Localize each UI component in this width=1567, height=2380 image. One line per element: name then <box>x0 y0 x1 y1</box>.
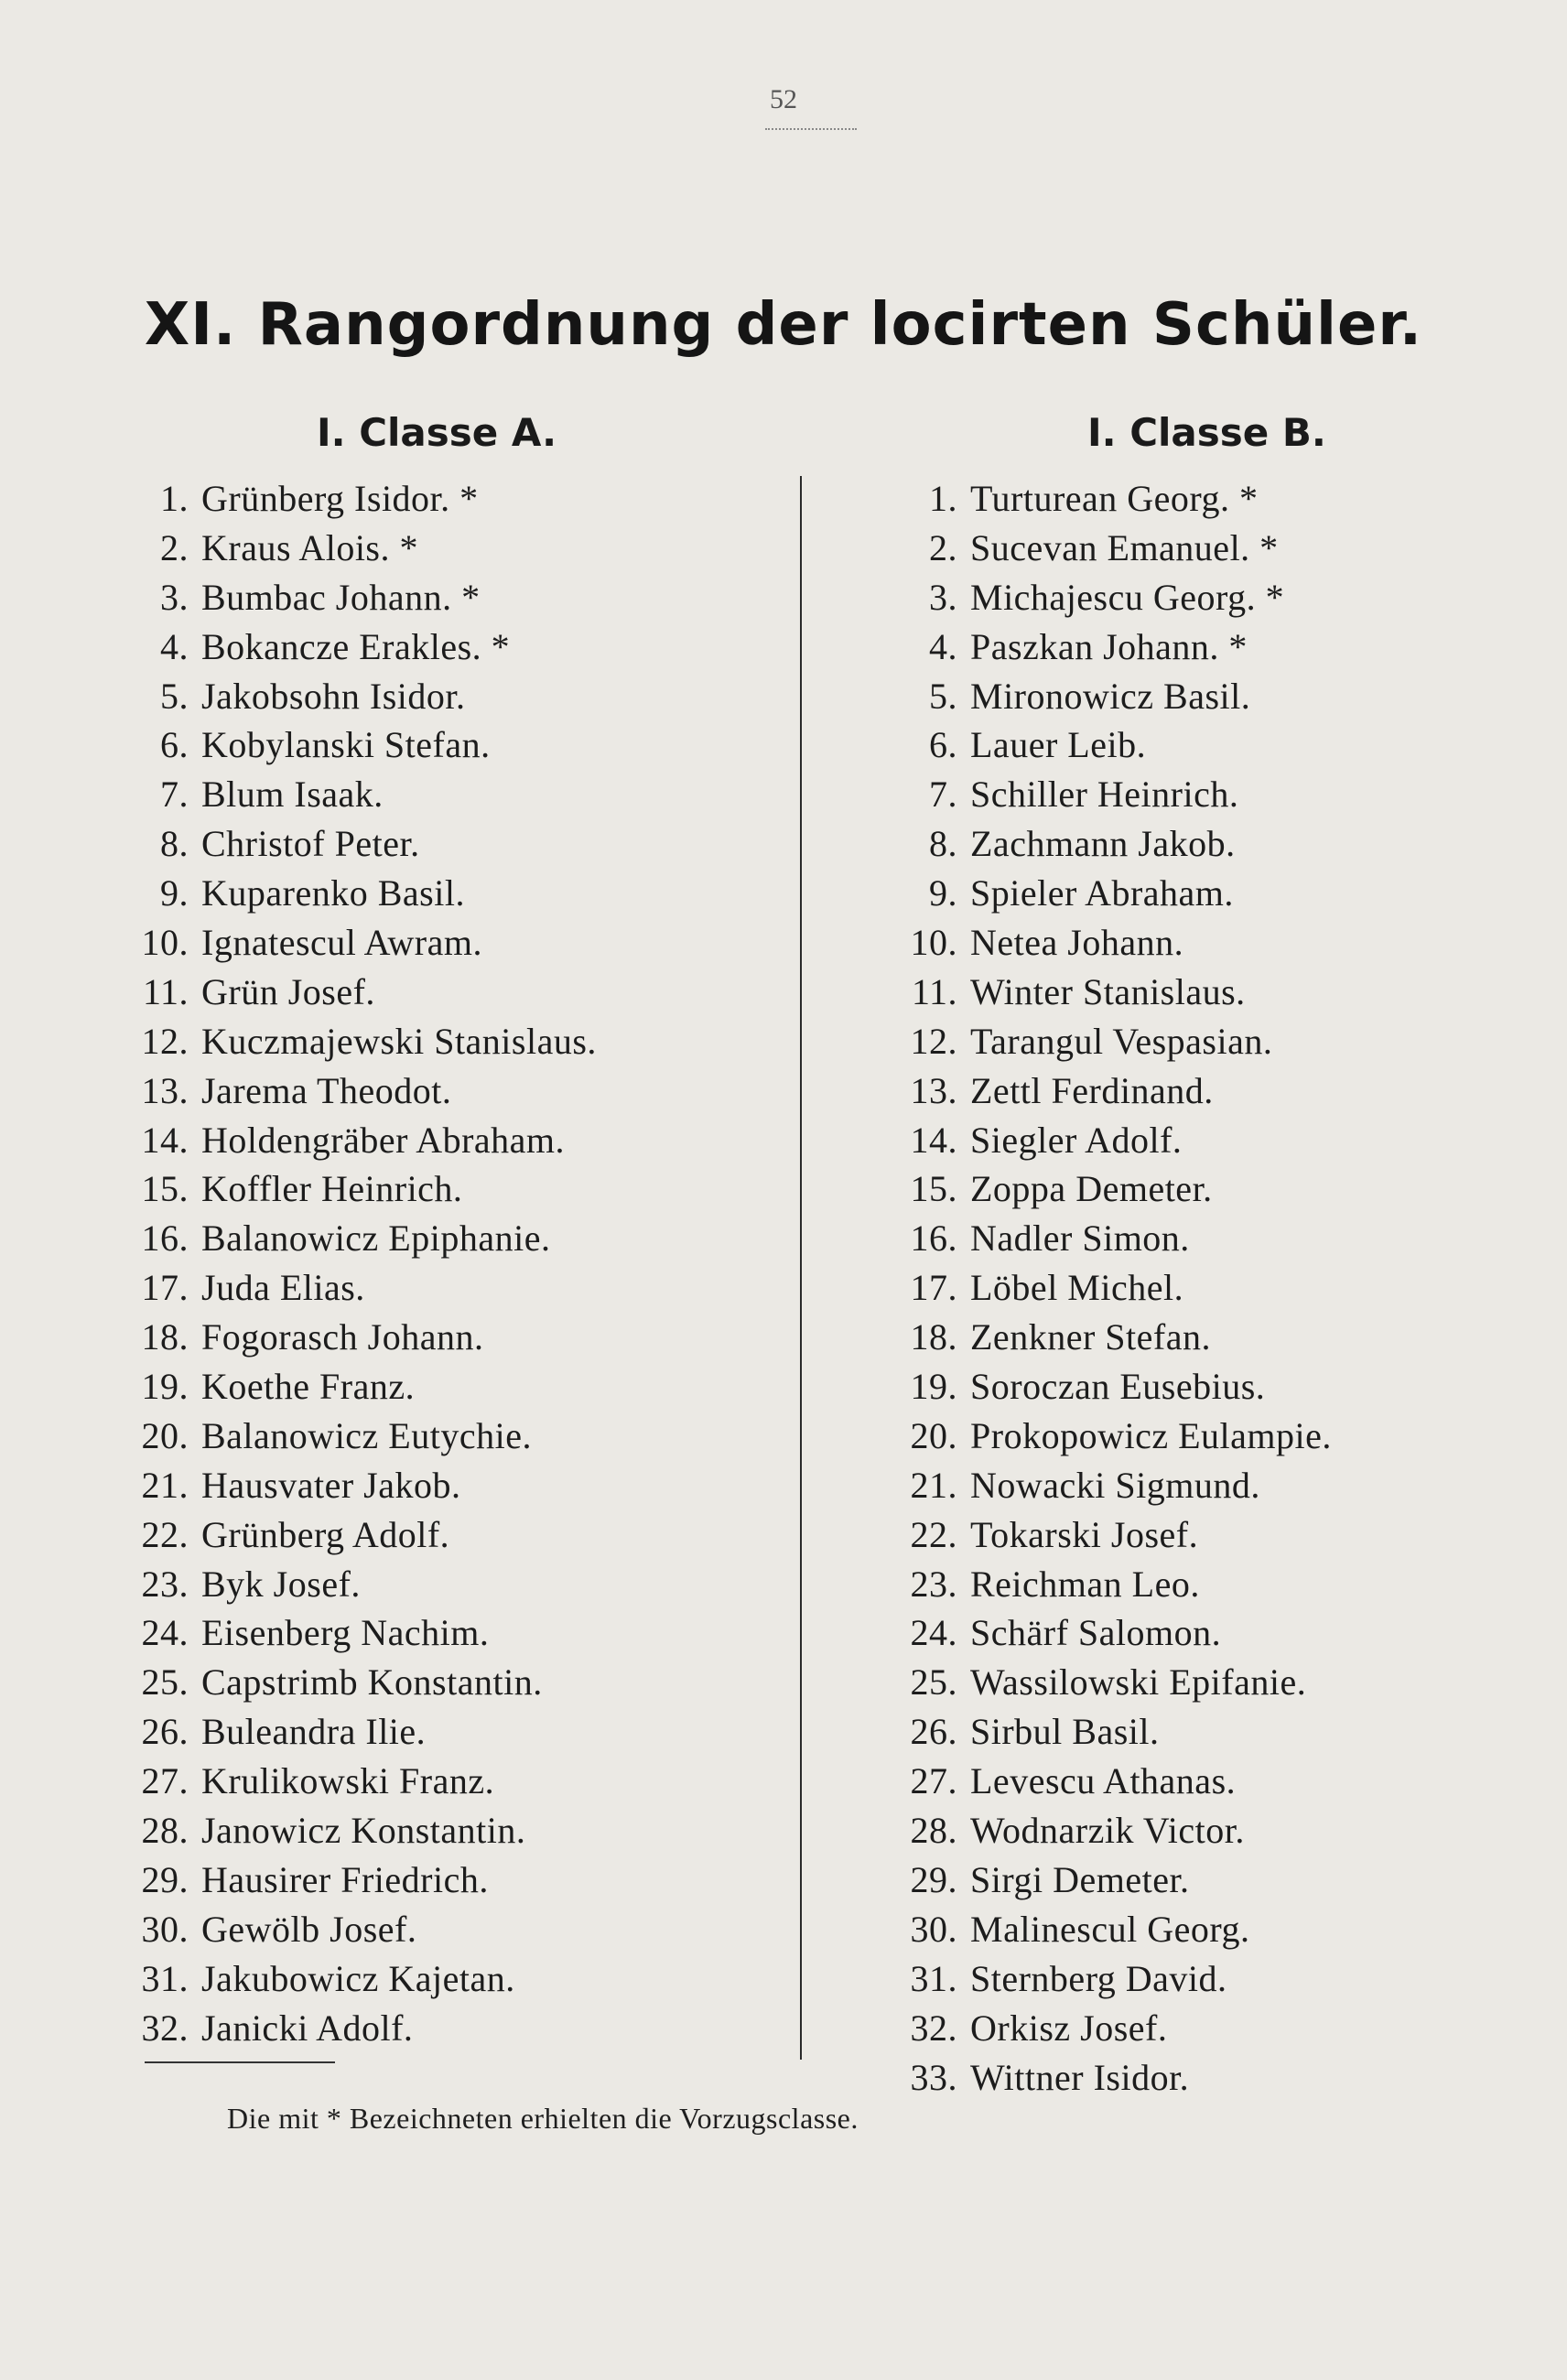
list-item <box>92 1560 751 1609</box>
list-item <box>92 1017 751 1066</box>
rank-number: 27. <box>910 1760 957 1802</box>
list-item <box>92 622 751 672</box>
footnote-rule <box>145 2061 335 2063</box>
page-title: XI. Rangordnung der locirten Schüler. <box>144 291 1423 359</box>
student-name: Löbel Michel. <box>970 1267 1184 1309</box>
student-name: Bokancze Erakles. * <box>201 625 511 667</box>
student-name: Zettl Ferdinand. <box>970 1069 1214 1111</box>
rank-number: 32. <box>141 2007 189 2049</box>
rank-number: 14. <box>141 1119 189 1161</box>
rank-number: 5. <box>160 675 189 717</box>
list-item <box>868 1362 1527 1412</box>
page-number: 52 <box>770 84 797 114</box>
list-item <box>92 1263 751 1313</box>
rank-number: 33. <box>910 2056 957 2098</box>
rank-number: 6. <box>160 724 189 766</box>
list-item <box>868 869 1527 918</box>
student-name: Nadler Simon. <box>970 1217 1190 1260</box>
student-name: Ignatescul Awram. <box>201 922 482 964</box>
list-item <box>92 573 751 622</box>
rank-number: 1. <box>160 478 189 519</box>
student-name: Nowacki Sigmund. <box>970 1464 1260 1506</box>
rank-number: 25. <box>141 1661 189 1704</box>
rank-number: 28. <box>910 1810 957 1852</box>
student-name: Grünberg Adolf. <box>201 1513 450 1555</box>
rank-number: 26. <box>910 1711 957 1753</box>
list-item <box>92 1954 751 2004</box>
student-name: Fogorasch Johann. <box>201 1316 484 1358</box>
class-b-heading: I. Classe B. <box>1087 410 1326 455</box>
list-item <box>868 1066 1527 1116</box>
list-item <box>868 2053 1527 2103</box>
student-name: Wassilowski Epifanie. <box>970 1661 1307 1704</box>
student-name: Sirbul Basil. <box>970 1711 1160 1753</box>
rank-number: 7. <box>929 774 957 816</box>
list-item <box>868 1608 1527 1658</box>
rank-number: 2. <box>160 526 189 568</box>
rank-number: 8. <box>929 823 957 865</box>
list-item <box>868 672 1527 721</box>
rank-number: 4. <box>929 625 957 667</box>
list-item <box>868 1164 1527 1214</box>
list-item <box>92 1116 751 1165</box>
list-item <box>868 720 1527 770</box>
student-name: Kraus Alois. * <box>201 526 418 568</box>
student-name: Grün Josef. <box>201 970 375 1012</box>
student-name: Kobylanski Stefan. <box>201 724 491 766</box>
rank-number: 13. <box>910 1069 957 1111</box>
rank-number: 21. <box>141 1464 189 1506</box>
list-item <box>92 968 751 1017</box>
student-name: Lauer Leib. <box>970 724 1147 766</box>
list-item <box>92 474 751 524</box>
rank-number: 8. <box>160 823 189 865</box>
list-item <box>868 1658 1527 1707</box>
student-name: Bumbac Johann. * <box>201 576 481 618</box>
rank-number: 19. <box>910 1366 957 1408</box>
student-name: Hausirer Friedrich. <box>201 1858 489 1900</box>
rank-number: 25. <box>910 1661 957 1704</box>
student-name: Juda Elias. <box>201 1267 365 1309</box>
list-item <box>92 770 751 819</box>
class-b-list <box>868 474 1527 2102</box>
rank-number: 11. <box>142 970 189 1012</box>
student-name: Winter Stanislaus. <box>970 970 1246 1012</box>
list-item <box>92 1855 751 1905</box>
student-name: Krulikowski Franz. <box>201 1760 495 1802</box>
rank-number: 11. <box>911 970 957 1012</box>
student-name: Zenkner Stefan. <box>970 1316 1211 1358</box>
list-item <box>92 1608 751 1658</box>
student-name: Paszkan Johann. * <box>970 625 1248 667</box>
student-name: Koffler Heinrich. <box>201 1168 463 1210</box>
student-name: Michajescu Georg. * <box>970 576 1285 618</box>
rank-number: 18. <box>141 1316 189 1358</box>
student-name: Christof Peter. <box>201 823 420 865</box>
list-item <box>868 524 1527 573</box>
list-item <box>868 1905 1527 1954</box>
rank-number: 9. <box>929 872 957 914</box>
rank-number: 22. <box>141 1513 189 1555</box>
rank-number: 12. <box>910 1020 957 1062</box>
rank-number: 28. <box>141 1810 189 1852</box>
rank-number: 24. <box>141 1612 189 1654</box>
rank-number: 14. <box>910 1119 957 1161</box>
rank-number: 15. <box>141 1168 189 1210</box>
rank-number: 17. <box>910 1267 957 1309</box>
student-name: Orkisz Josef. <box>970 2007 1168 2049</box>
student-name: Janowicz Konstantin. <box>201 1810 526 1852</box>
student-name: Reichman Leo. <box>970 1563 1200 1605</box>
list-item <box>92 1757 751 1806</box>
rank-number: 9. <box>160 872 189 914</box>
rank-number: 12. <box>141 1020 189 1062</box>
student-name: Kuparenko Basil. <box>201 872 465 914</box>
rank-number: 26. <box>141 1711 189 1753</box>
student-name: Mironowicz Basil. <box>970 675 1251 717</box>
list-item <box>868 1017 1527 1066</box>
list-item <box>92 2004 751 2053</box>
student-name: Gewölb Josef. <box>201 1908 417 1950</box>
student-name: Kuczmajewski Stanislaus. <box>201 1020 597 1062</box>
rank-number: 15. <box>910 1168 957 1210</box>
list-item <box>92 1164 751 1214</box>
student-name: Spieler Abraham. <box>970 872 1234 914</box>
class-a-heading: I. Classe A. <box>317 410 557 455</box>
student-name: Zachmann Jakob. <box>970 823 1236 865</box>
footnote: Die mit * Bezeichneten erhielten die Vorzugsclasse. <box>227 2102 859 2135</box>
rank-number: 23. <box>141 1563 189 1605</box>
student-name: Prokopowicz Eulampie. <box>970 1414 1332 1456</box>
student-name: Netea Johann. <box>970 922 1184 964</box>
student-name: Wittner Isidor. <box>970 2056 1190 2098</box>
rank-number: 27. <box>141 1760 189 1802</box>
list-item <box>868 622 1527 672</box>
list-item <box>92 524 751 573</box>
list-item <box>868 770 1527 819</box>
rank-number: 13. <box>141 1069 189 1111</box>
student-name: Balanowicz Eutychie. <box>201 1414 532 1456</box>
rank-number: 30. <box>910 1908 957 1950</box>
list-item <box>92 1707 751 1757</box>
student-name: Byk Josef. <box>201 1563 361 1605</box>
student-name: Jakubowicz Kajetan. <box>201 1957 515 1999</box>
student-name: Sirgi Demeter. <box>970 1858 1190 1900</box>
rank-number: 17. <box>141 1267 189 1309</box>
list-item <box>868 573 1527 622</box>
student-name: Malinescul Georg. <box>970 1908 1250 1950</box>
list-item <box>868 819 1527 869</box>
list-item <box>868 1214 1527 1263</box>
rank-number: 3. <box>160 576 189 618</box>
list-item <box>92 1412 751 1461</box>
student-name: Zoppa Demeter. <box>970 1168 1213 1210</box>
student-name: Siegler Adolf. <box>970 1119 1183 1161</box>
list-item <box>868 474 1527 524</box>
student-name: Levescu Athanas. <box>970 1760 1237 1802</box>
rank-number: 20. <box>141 1414 189 1456</box>
student-name: Jarema Theodot. <box>201 1069 452 1111</box>
student-name: Sternberg David. <box>970 1957 1227 1999</box>
list-item <box>868 1510 1527 1560</box>
list-item <box>868 1313 1527 1362</box>
list-item <box>92 869 751 918</box>
rank-number: 4. <box>160 625 189 667</box>
rank-number: 22. <box>910 1513 957 1555</box>
rank-number: 16. <box>910 1217 957 1260</box>
rank-number: 29. <box>910 1858 957 1900</box>
list-item <box>868 1855 1527 1905</box>
student-name: Grünberg Isidor. * <box>201 478 479 519</box>
list-item <box>868 1560 1527 1609</box>
list-item <box>92 1066 751 1116</box>
list-item <box>92 720 751 770</box>
student-name: Schärf Salomon. <box>970 1612 1222 1654</box>
list-item <box>868 1412 1527 1461</box>
student-name: Eisenberg Nachim. <box>201 1612 490 1654</box>
student-name: Soroczan Eusebius. <box>970 1366 1266 1408</box>
student-name: Holdengräber Abraham. <box>201 1119 566 1161</box>
list-item <box>868 1116 1527 1165</box>
student-name: Hausvater Jakob. <box>201 1464 461 1506</box>
student-name: Buleandra Ilie. <box>201 1711 427 1753</box>
student-name: Wodnarzik Victor. <box>970 1810 1245 1852</box>
rank-number: 10. <box>910 922 957 964</box>
list-item <box>868 1806 1527 1855</box>
student-name: Janicki Adolf. <box>201 2007 414 2049</box>
column-divider <box>800 476 802 2060</box>
rank-number: 10. <box>141 922 189 964</box>
list-item <box>92 672 751 721</box>
rank-number: 6. <box>929 724 957 766</box>
student-name: Blum Isaak. <box>201 774 384 816</box>
rank-number: 7. <box>160 774 189 816</box>
rank-number: 23. <box>910 1563 957 1605</box>
rank-number: 32. <box>910 2007 957 2049</box>
list-item <box>92 1362 751 1412</box>
student-name: Sucevan Emanuel. * <box>970 526 1279 568</box>
rank-number: 18. <box>910 1316 957 1358</box>
rank-number: 5. <box>929 675 957 717</box>
list-item <box>92 1658 751 1707</box>
rank-number: 31. <box>910 1957 957 1999</box>
list-item <box>868 2004 1527 2053</box>
list-item <box>92 1214 751 1263</box>
student-name: Jakobsohn Isidor. <box>201 675 466 717</box>
rank-number: 24. <box>910 1612 957 1654</box>
rank-number: 31. <box>141 1957 189 1999</box>
list-item <box>868 968 1527 1017</box>
list-item <box>92 1461 751 1510</box>
list-item <box>92 1905 751 1954</box>
list-item <box>868 918 1527 968</box>
list-item <box>868 1707 1527 1757</box>
student-name: Tarangul Vespasian. <box>970 1020 1273 1062</box>
student-name: Koethe Franz. <box>201 1366 416 1408</box>
rank-number: 2. <box>929 526 957 568</box>
rank-number: 3. <box>929 576 957 618</box>
list-item <box>868 1461 1527 1510</box>
class-a-list <box>92 474 751 2053</box>
rank-number: 30. <box>141 1908 189 1950</box>
list-item <box>92 918 751 968</box>
list-item <box>92 819 751 869</box>
rank-number: 20. <box>910 1414 957 1456</box>
list-item <box>868 1757 1527 1806</box>
list-item <box>868 1263 1527 1313</box>
student-name: Schiller Heinrich. <box>970 774 1239 816</box>
rank-number: 19. <box>141 1366 189 1408</box>
rank-number: 16. <box>141 1217 189 1260</box>
list-item <box>92 1510 751 1560</box>
rank-number: 29. <box>141 1858 189 1900</box>
rank-number: 1. <box>929 478 957 519</box>
student-name: Turturean Georg. * <box>970 478 1259 519</box>
list-item <box>868 1954 1527 2004</box>
list-item <box>92 1313 751 1362</box>
page-number-ornament <box>765 128 857 130</box>
list-item <box>92 1806 751 1855</box>
student-name: Capstrimb Konstantin. <box>201 1661 543 1704</box>
student-name: Tokarski Josef. <box>970 1513 1199 1555</box>
rank-number: 21. <box>910 1464 957 1506</box>
student-name: Balanowicz Epiphanie. <box>201 1217 551 1260</box>
